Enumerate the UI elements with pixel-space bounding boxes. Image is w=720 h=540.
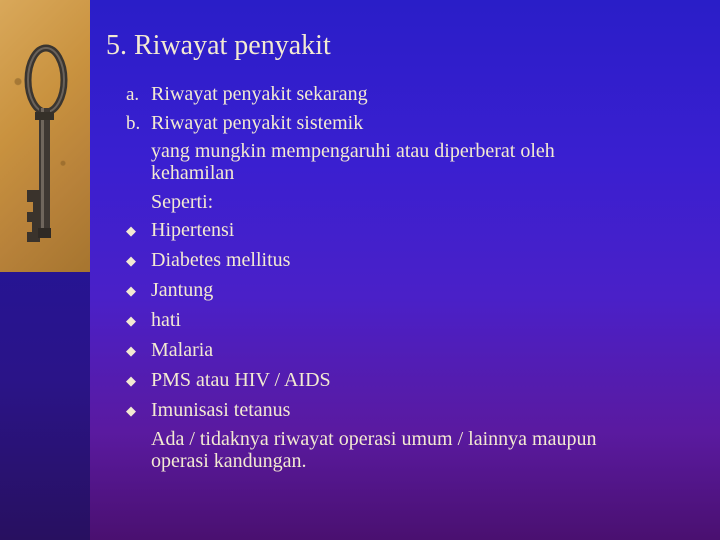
key-icon [0, 0, 90, 272]
bullet-item [126, 246, 706, 276]
bullet-item [126, 336, 706, 366]
bullet-list [126, 216, 706, 426]
bullet-text: Hipertensi [151, 219, 235, 241]
bullet-text: Diabetes mellitus [151, 249, 291, 271]
diamond-bullet-icon: ◆ [126, 313, 136, 328]
slide-title: 5. Riwayat penyakit [106, 30, 331, 61]
diamond-bullet-icon: ◆ [126, 223, 136, 238]
continuation-line: yang mungkin mempengaruhi atau diperberat oleh [151, 140, 555, 162]
continuation-line: kehamilan [151, 162, 235, 184]
bullet-item [126, 396, 706, 426]
footer-line: Ada / tidaknya riwayat operasi umum / lainnya maupun [151, 428, 597, 450]
diamond-bullet-icon: ◆ [126, 373, 136, 388]
diamond-bullet-icon: ◆ [126, 343, 136, 358]
bullet-item [126, 366, 706, 396]
item-marker: a. [126, 84, 140, 105]
bullet-text: Imunisasi tetanus [151, 399, 291, 421]
footer-text [126, 428, 706, 472]
bullet-text: hati [151, 309, 181, 331]
list-item-a [126, 80, 706, 109]
continuation-text [126, 140, 706, 184]
diamond-bullet-icon: ◆ [126, 283, 136, 298]
item-text: Riwayat penyakit sekarang [151, 83, 368, 105]
item-marker: b. [126, 113, 141, 134]
bullet-text: Jantung [151, 279, 214, 301]
diamond-bullet-icon: ◆ [126, 403, 136, 418]
bullet-item [126, 276, 706, 306]
key-photo [0, 0, 90, 272]
footer-line: operasi kandungan. [151, 450, 307, 472]
diamond-bullet-icon: ◆ [126, 253, 136, 268]
bullet-item [126, 306, 706, 336]
bullet-text: Malaria [151, 339, 214, 361]
bullet-item [126, 216, 706, 246]
list-item-b [126, 109, 706, 138]
item-text: Riwayat penyakit sistemik [151, 112, 364, 134]
slide-body [126, 80, 706, 472]
seperti-label: Seperti: [151, 191, 214, 213]
bullet-text: PMS atau HIV / AIDS [151, 369, 331, 391]
